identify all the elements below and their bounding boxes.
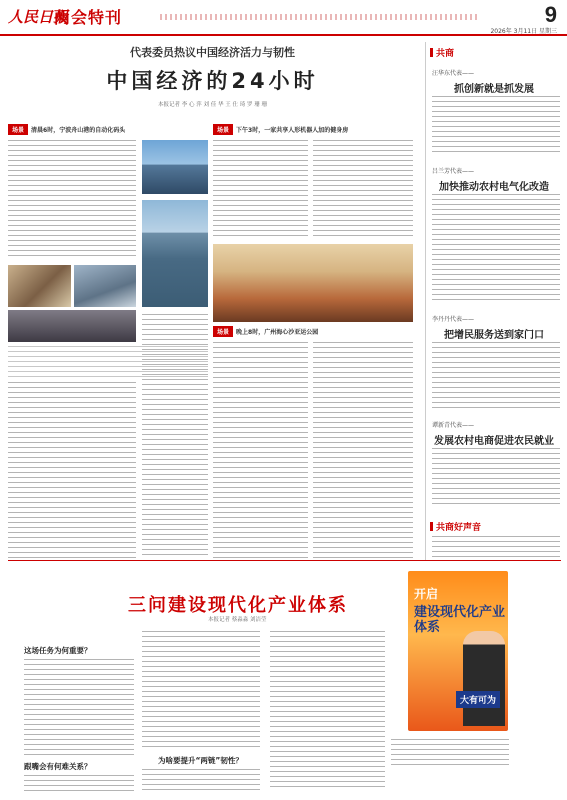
paper-name: 人民日报 (8, 8, 69, 26)
scene-text: 下午3时，一家共享人形机器人加的健身房 (236, 127, 349, 134)
photo-harbor (142, 200, 208, 307)
article-text (24, 775, 134, 791)
feature-pretitle: 代表委员热议中国经济活力与韧性 (130, 46, 295, 59)
industry-title: 三问建设现代化产业体系 (128, 595, 348, 616)
opinion-text (432, 342, 560, 410)
photo-port-city (142, 140, 208, 194)
question-heading-3: 为啥要提升“两链”韧性？ (158, 756, 243, 765)
article-text (8, 382, 136, 558)
feature-article (8, 42, 417, 560)
article-text (213, 342, 308, 558)
industry-byline: 本报记者 蔡淼淼 刘洁莹 (208, 617, 267, 623)
masthead (0, 0, 567, 36)
feature-byline: 本报记者 李 心 萍 刘 佳 华 王 仕 琦 罗 珊 珊 (158, 102, 267, 108)
poster-line-3: 大有可为 (456, 691, 500, 708)
credits-text (391, 739, 509, 769)
opinion-author: 李丹丹代表—— (432, 316, 475, 323)
photo-people (8, 310, 136, 342)
article-text (213, 140, 308, 240)
article-text (8, 140, 136, 260)
voices-section-label: 共商好声音 (436, 523, 482, 533)
photo-mall (8, 265, 71, 307)
opinion-author: 汪华东代表—— (432, 70, 475, 77)
scene-heading-1 (8, 124, 125, 136)
opinion-title: 加快推动农村电气化改造 (439, 182, 549, 193)
opinion-section-label: 共商 (436, 49, 455, 59)
scene-heading-2 (213, 124, 348, 136)
voices-section-heading (430, 520, 481, 533)
question-heading-2: 跟嘴会有何难关系？ (24, 762, 92, 771)
article-text (24, 659, 134, 755)
video-poster[interactable] (408, 571, 508, 731)
presenter-figure (463, 631, 505, 726)
article-text (313, 342, 413, 558)
opinion-column (425, 42, 562, 560)
page-number: 9 (544, 2, 557, 27)
scene-tag: 场景 (213, 124, 233, 135)
opinion-title: 抓创新就是抓发展 (454, 84, 534, 95)
poster-line-2: 建设现代化产业体系 (414, 605, 506, 635)
scene-tag: 场景 (213, 326, 233, 337)
opinion-title: 发展农村电商促进农民就业 (434, 436, 554, 447)
issue-date: 2026年 3月11日 星期三 (490, 28, 557, 35)
industry-article (8, 560, 561, 793)
voices-text (432, 536, 560, 560)
masthead-dots (160, 14, 480, 20)
scene-heading-3 (213, 326, 318, 338)
opinion-text (432, 194, 560, 304)
opinion-text (432, 448, 560, 508)
scene-text: 清晨6时，宁波舟山港的自动化码头 (31, 127, 126, 134)
opinion-text (432, 96, 560, 154)
photo-lab (74, 265, 136, 307)
poster-line-1: 开启 (414, 587, 439, 601)
section-title: 两会特刊 (54, 8, 123, 27)
photo-greenhouse (213, 244, 413, 322)
section-marker (430, 48, 433, 57)
article-text (270, 631, 385, 791)
opinion-title: 把增民服务送到家门口 (444, 330, 544, 341)
opinion-author: 谭新青代表—— (432, 422, 475, 429)
section-marker (430, 522, 433, 531)
opinion-section-heading (430, 46, 454, 59)
article-text (313, 140, 413, 240)
article-text (142, 631, 260, 751)
article-text (142, 314, 208, 558)
question-heading-1: 这场任务为何重要？ (24, 646, 92, 655)
scene-text: 晚上8时，广州海心沙亚运公园 (236, 329, 319, 336)
opinion-author: 吕兰芳代表—— (432, 168, 475, 175)
scene-tag: 场景 (8, 124, 28, 135)
article-text (142, 769, 260, 791)
feature-title: 中国经济的24小时 (106, 69, 319, 93)
